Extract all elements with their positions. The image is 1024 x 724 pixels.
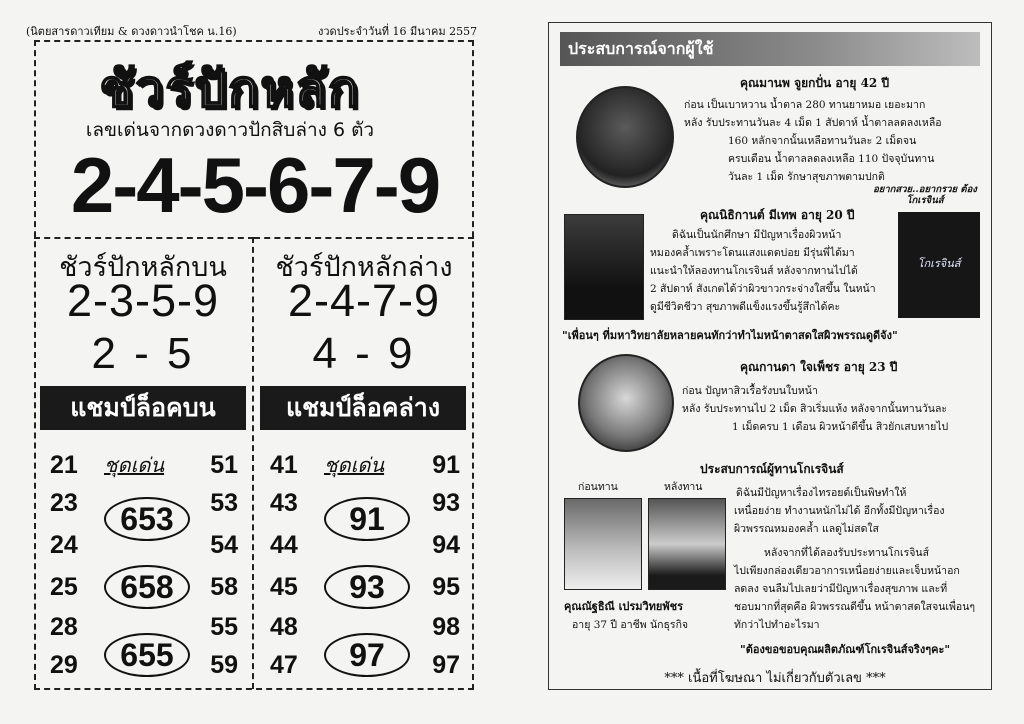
featured-digits: 2-4-5-6-7-9 [70,141,440,229]
testimonial-photo [576,86,674,188]
testimonial-text: หลังจากที่ได้ลองรับประทานโกเรจินส์ [764,547,929,559]
number-row [34,451,252,483]
bottom-left-number: 48 [270,613,298,641]
testimonial-text: ดูมีชีวิตชีวา สุขภาพดีแข็งแรงขึ้นรู้สึกได้คะ [650,301,841,313]
bottom-right-number: 91 [432,451,460,479]
top-right-number: 55 [210,613,238,641]
issue-date: งวดประจำวันที่ 16 มีนาคม 2557 [318,25,478,38]
top-set-oval: 658 [104,565,190,609]
testimonial-text: 1 เม็ดครบ 1 เดือน ผิวหน้าดีขึ้น สิวยักเสบหายไป [732,421,949,433]
top-column-title: ชัวร์ปักหลักบน [59,252,227,283]
bottom-left-number: 47 [270,651,298,679]
testimonial-text: ชอบมากที่สุดคือ ผิวพรรณดีขึ้น หน้าตาสดใสจนเพื่อนๆ [734,601,976,613]
magazine-source: (นิตยสารดาวเทียม & ดวงดาวนำโชค น.16) [26,25,237,38]
top-right-number: 59 [210,651,238,679]
testimonial-text: ดิฉันมีปัญหาเรื่องไทรอยด์เป็นพิษทำให้ [736,487,907,499]
product-box-image [898,212,980,318]
forecast-title: ชัวร์ปักหลัก [99,59,361,118]
bottom-right-number: 98 [432,613,460,641]
after-photo [648,498,726,590]
testimonial-quote: "ต้องขอขอบคุณผลิตภัณฑ์โกเรจินส์จริงๆคะ" [740,643,951,656]
testimonial-text: แนะนำให้ลองทานโกเรจินส์ หลังจากทานไปได้ [650,265,858,277]
bottom-left-number: 41 [270,451,298,479]
testimonial-text: เหนื่อยง่าย ทำงานหนักไม่ได้ อีกทั้งมีปัญหาเรื่อง [734,505,945,517]
top-right-number: 51 [210,451,238,479]
testimonial-info: อายุ 37 ปี อาชีพ นักธุรกิจ [572,619,689,631]
testimonial-text: หลัง รับประทานไป 2 เม็ด สิวเริ่มแห้ง หลังจากนั้นทานวันละ [682,403,948,415]
top-set-oval: 655 [104,633,190,677]
promo-caption: อยากสวย..อยากรวย ต้องโกเรจินส์ [873,184,977,206]
testimonial-text: ครบเดือน น้ำตาลลดลงเหลือ 110 ปัจจุบันทาน [728,153,935,165]
testimonial-photo [578,354,674,452]
testimonial-photo [564,214,644,320]
top-left-number: 21 [50,451,78,479]
bottom-set-label: ชุดเด่น [324,453,385,477]
top-set-label: ชุดเด่น [104,453,165,477]
top-left-number: 24 [50,531,78,559]
top-banner: แชมป์ล็อคบน [40,386,246,430]
bottom-column-pair: 4 - 9 [312,329,416,378]
bottom-column-numbers: 2-4-7-9 [287,275,441,326]
testimonial-text: ทักว่าไปทำอะไรมา [734,619,820,631]
before-photo [564,498,642,590]
testimonial-text: ผิวพรรณหมองคล้ำ แลดูไม่สดใส [734,523,879,535]
bottom-set-oval: 93 [324,565,410,609]
top-set-oval: 653 [104,497,190,541]
top-column-numbers: 2-3-5-9 [66,275,220,326]
bottom-banner: แชมป์ล็อคล่าง [260,386,466,430]
bottom-set-oval: 91 [324,497,410,541]
testimonial-text: 2 สัปดาห์ สังเกตได้ว่าผิวขาวกระจ่างใสขึ้น ในหน้า [650,283,876,295]
testimonial-name: คุณนิธิกานต์ มีเทพ อายุ 20 ปี [700,208,855,222]
bottom-set-oval: 97 [324,633,410,677]
bottom-right-number: 93 [432,489,460,517]
testimonial-name: คุณกานดา ใจเพ็ชร อายุ 23 ปี [740,360,898,374]
testimonial-name: คุณมานพ จูยกปั่น อายุ 42 ปี [740,76,890,90]
bottom-left-number: 44 [270,531,298,559]
bottom-left-number: 45 [270,573,298,601]
ad-disclaimer: *** เนื้อที่โฆษณา ไม่เกี่ยวกับตัวเลข *** [664,671,886,686]
top-right-number: 54 [210,531,238,559]
testimonial-text: ไปเพียงกล่องเดียวอาการเหนื่อยง่ายและเจ็บหน้าอก [734,565,960,577]
bottom-column-title: ชัวร์ปักหลักล่าง [275,252,453,283]
testimonial-text: ก่อน เป็นเบาหวาน น้ำตาล 280 ทานยาหมอ เยอะมาก [684,99,926,111]
testimonial-text: วันละ 1 เม็ด รักษาสุขภาพตามปกติ [728,171,885,183]
after-label: หลังทาน [664,481,703,493]
testimonial-text: หมองคล้ำเพราะโดนแสงแดดบ่อย มีรุ่นพี่ได้มา [650,247,855,259]
testimonial-text: ก่อน ปัญหาสิวเรื้อรังบนใบหน้า [682,385,818,397]
top-left-number: 25 [50,573,78,601]
bottom-right-number: 95 [432,573,460,601]
testimonial-text: ดิฉันเป็นนักศึกษา มีปัญหาเรื่องผิวหน้า [672,229,842,241]
forecast-subtitle: เลขเด่นจากดวงดาวปักสิบล่าง 6 ตัว [85,119,375,141]
bottom-right-number: 94 [432,531,460,559]
top-left-number: 28 [50,613,78,641]
testimonial-name: คุณณัฐธิณี เปรมวิทยพัชร [564,600,683,613]
ad-heading: ประสบการณ์จากผู้ใช้ [560,32,980,66]
top-left-number: 29 [50,651,78,679]
top-left-number: 23 [50,489,78,517]
testimonial-text: 160 หลักจากนั้นเหลือทานวันละ 2 เม็ดจน [728,135,917,147]
top-column-pair: 2 - 5 [91,329,195,378]
bottom-column [254,237,474,689]
number-row [254,451,474,483]
product-label: โกเรจินส์ [917,257,961,270]
top-right-number: 53 [210,489,238,517]
top-right-number: 58 [210,573,238,601]
bottom-right-number: 97 [432,651,460,679]
section-heading: ประสบการณ์ผู้ทานโกเรจินส์ [700,462,844,476]
testimonial-text: หลัง รับประทานวันละ 4 เม็ด 1 สัปดาห์ น้ำตาลลดลงเหลือ [684,117,942,129]
bottom-left-number: 43 [270,489,298,517]
testimonial-text: ลดลง จนลืมไปเลยว่ามีปัญหาเรื่องสุขภาพ และที่ [734,583,948,595]
top-column [34,237,254,689]
before-label: ก่อนทาน [578,481,618,493]
testimonial-quote: "เพื่อนๆ ที่มหาวิทยาลัยหลายคนทักว่าทำไมหน้าตาสดใสผิวพรรณดูดีจัง" [562,329,898,342]
